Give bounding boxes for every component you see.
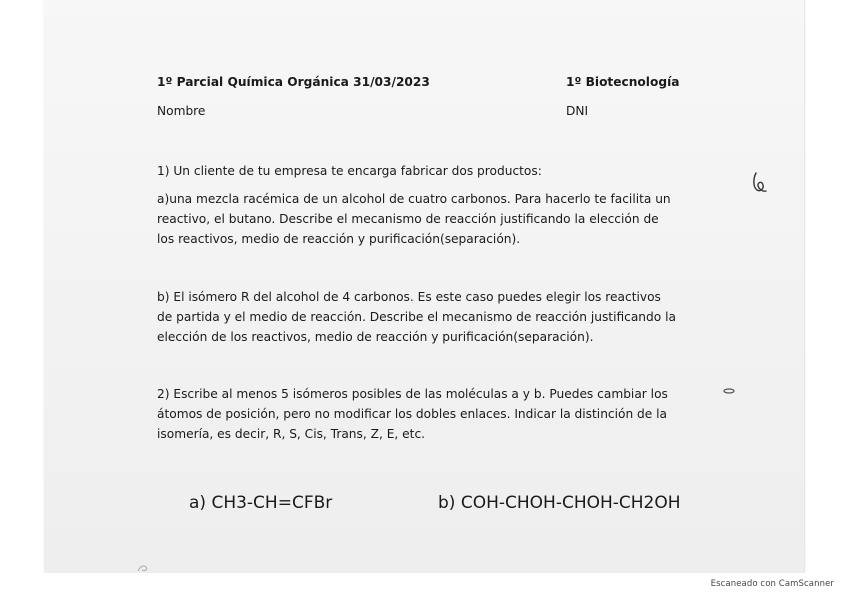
name-label: Nombre xyxy=(157,104,206,118)
dni-label: DNI xyxy=(566,104,589,118)
pen-mark-icon xyxy=(750,170,772,196)
question-2: 2) Escribe al menos 5 isómeros posibles de las moléculas a y b. Puedes cambiar los átomos de posición, pero no modificar los dobles enlaces. Indicar la distinción de la isomería, es decir, R, S, Cis, Trans, Z, E, etc. xyxy=(157,387,668,441)
scanner-watermark: Escaneado con CamScanner xyxy=(710,579,834,589)
question-1-intro: 1) Un cliente de tu empresa te encarga fabricar dos productos: xyxy=(157,164,542,178)
corner-scribble-icon xyxy=(136,562,150,574)
ink-dot-icon xyxy=(722,387,736,395)
exam-title: 1º Parcial Química Orgánica 31/03/2023 xyxy=(157,75,430,89)
question-1a: a)una mezcla racémica de un alcohol de cuatro carbonos. Para hacerlo te facilita un reactivo, el butano. Describe el mecanismo de reacción justificando la elección de los reactivos, medio de reacción y purificación(separación). xyxy=(157,192,671,246)
question-1b: b) El isómero R del alcohol de 4 carbonos. Es este caso puedes elegir los reactivos de partida y el medio de reacción. Describe el mecanismo de reacción justificando la elección de los reactivos, medio de reacción y purificación(separación). xyxy=(157,290,676,344)
molecule-b-formula: b) COH-CHOH-CHOH-CH2OH xyxy=(438,493,681,513)
course-name: 1º Biotecnología xyxy=(566,75,680,89)
molecule-a-formula: a) CH3-CH=CFBr xyxy=(189,493,333,513)
